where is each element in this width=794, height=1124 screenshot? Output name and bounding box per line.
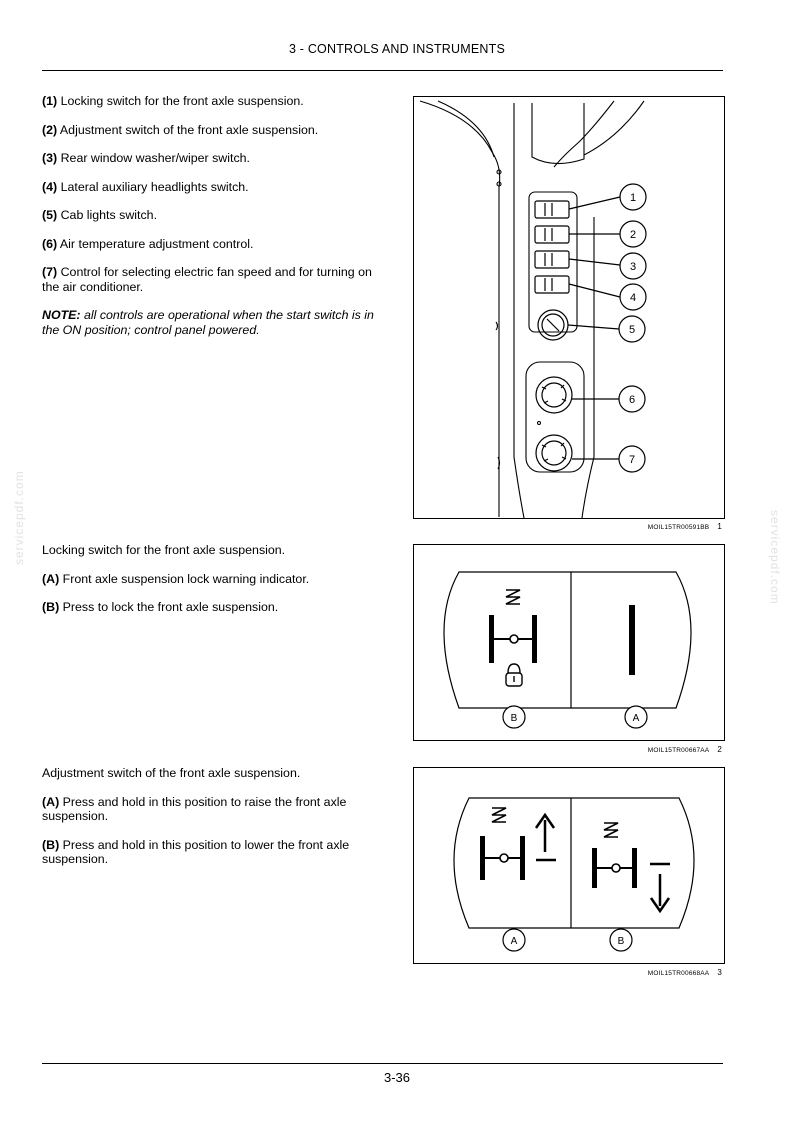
item-2: (2) Adjustment switch of the front axle suspension. [42,122,319,137]
item-b-lower: (B) Press and hold in this position to lower the front axle suspension. [42,837,350,866]
section-1-text [42,94,382,351]
arrow-down-icon [650,864,670,911]
adjustment-switch-drawing [414,768,724,963]
page-number: 3-36 [383,1070,411,1085]
callout-1: 1 [629,192,637,204]
footer-rule [42,1063,723,1064]
locking-switch-drawing [414,545,724,740]
item-7: (7) Control for selecting electric fan speed and for turning on the air conditioner. [42,265,372,294]
temperature-dial [536,377,572,413]
suspension-spring-axle-icon [489,590,537,663]
lock-warning-indicator [629,605,635,675]
page-header-title: 3 - CONTROLS AND INSTRUMENTS [288,42,506,56]
callout-6: 6 [628,394,636,406]
fig3-label-b: B [617,936,625,947]
callout-7: 7 [628,454,636,466]
suspension-raise-icon [480,808,525,880]
item-a-raise: (A) Press and hold in this position to raise the front axle suspension. [42,794,347,823]
figure-1-control-panel [413,96,725,519]
callout-4: 4 [629,292,637,304]
arrow-up-icon [536,815,556,860]
callout-2: 2 [629,229,637,241]
section-2-intro: Locking switch for the front axle suspension. [42,543,286,557]
watermark-left: servicepdf.com [12,470,26,565]
figure-3-adjustment-switch [413,767,725,964]
fig2-label-a: A [632,713,640,724]
figure-2-locking-switch [413,544,725,741]
note: NOTE: all controls are operational when the start switch is in the ON position; control panel powered. [42,308,374,337]
figure-2-caption: MOIL15TR00667AA 2 [647,745,722,754]
item-a-lock: (A) Front axle suspension lock warning indicator. [42,571,310,586]
watermark-right: servicepdf.com [768,510,782,605]
callout-5: 5 [628,324,636,336]
item-4: (4) Lateral auxiliary headlights switch. [42,179,249,194]
section-3-intro: Adjustment switch of the front axle suspension. [42,766,301,780]
figure-3-caption: MOIL15TR00668AA 3 [647,968,722,977]
control-panel-drawing [414,97,724,518]
item-5: (5) Cab lights switch. [42,208,158,222]
item-3: (3) Rear window washer/wiper switch. [42,151,250,165]
fan-speed-dial [536,435,572,471]
fig2-label-b: B [510,713,518,724]
section-3-text [42,766,382,881]
callout-3: 3 [629,261,637,273]
cab-light-knob [538,310,568,340]
padlock-icon [506,664,522,686]
header-rule [42,70,723,71]
rocker-switches [535,201,569,293]
item-1: (1) Locking switch for the front axle suspension. [42,94,304,108]
fig3-label-a: A [510,936,518,947]
suspension-lower-icon [592,823,637,888]
figure-1-caption: MOIL15TR00591BB 1 [647,522,722,531]
item-b-lock: (B) Press to lock the front axle suspension. [42,600,279,614]
section-2-text [42,543,382,629]
item-6: (6) Air temperature adjustment control. [42,236,254,251]
